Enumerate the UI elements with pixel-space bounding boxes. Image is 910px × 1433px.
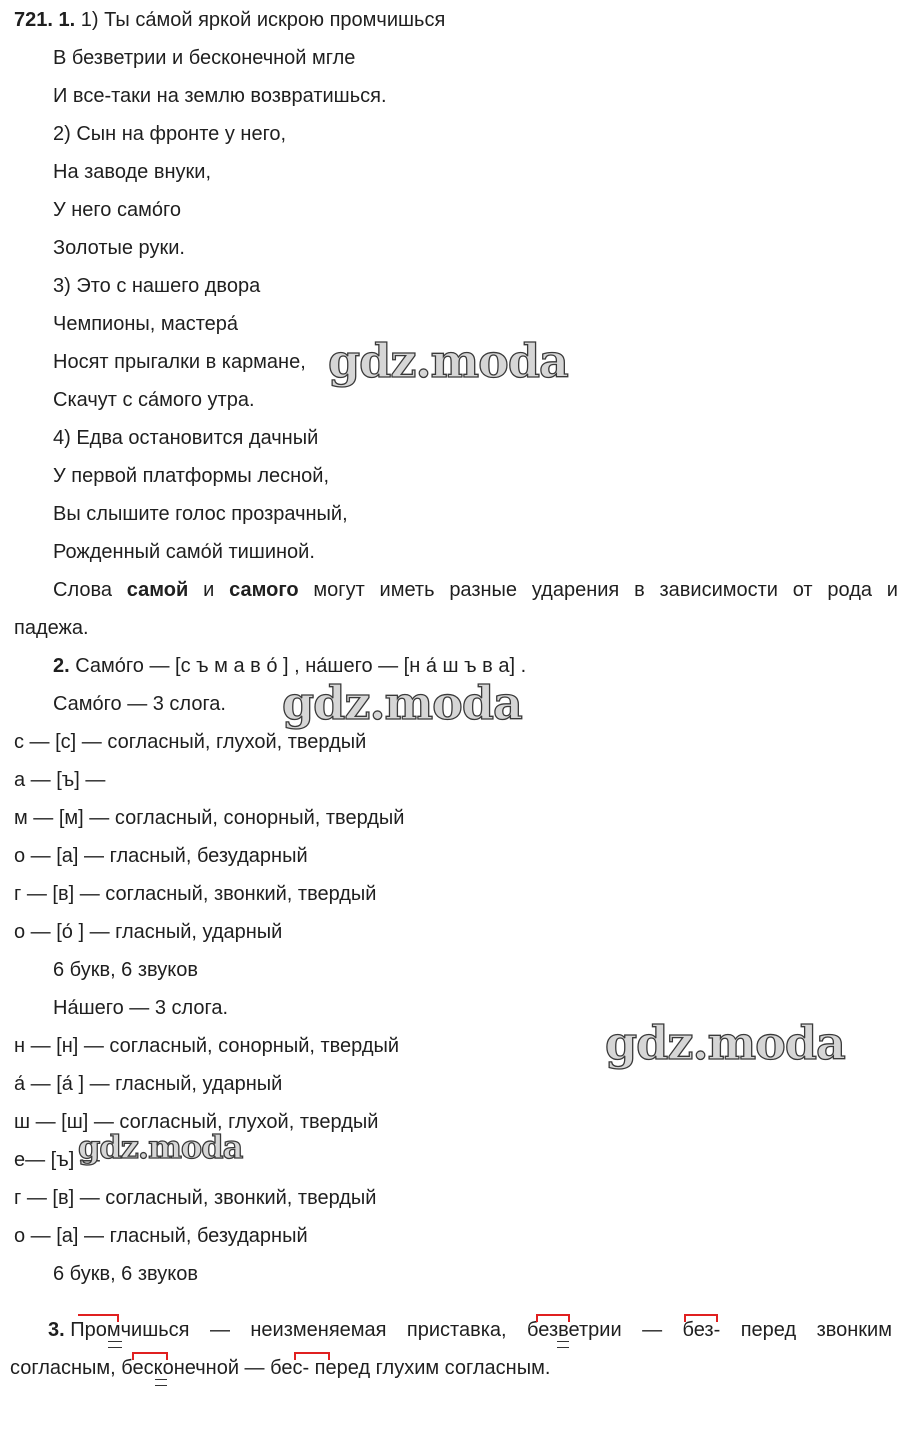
part3-word: —: [642, 1319, 663, 1341]
note-word: иметь: [379, 579, 435, 601]
sound-row: а — [ъ] —: [14, 769, 106, 791]
note-word: и: [203, 579, 215, 601]
sound-row: а́ — [а́ ] — гласный, ударный: [14, 1073, 283, 1095]
poem1-line2: В безветрии и бесконечной мгле: [53, 47, 356, 69]
part3-line1: [48, 1318, 892, 1342]
letter-underline: [557, 1341, 569, 1348]
watermark: gdz.moda: [282, 676, 522, 730]
part2-transcription: [53, 654, 526, 678]
part3-word: безветрии: [527, 1319, 622, 1341]
prefix-mark: [78, 1314, 118, 1316]
poem2-line3: У него само́го: [53, 199, 181, 221]
poem3-line3: Носят прыгалки в кармане,: [53, 351, 306, 373]
part3-word: звонким: [816, 1319, 892, 1341]
poem2-line1: 2) Сын на фронте у него,: [53, 123, 287, 145]
prefix-mark: [132, 1352, 168, 1360]
part3-line2: согласным, бесконечной — бес- перед глухим согласным.: [10, 1357, 551, 1379]
part1-label: 1.: [58, 9, 76, 31]
note-word: в: [634, 579, 645, 601]
poem4-line1: 4) Едва остановится дачный: [53, 427, 319, 449]
poem4-line2: У первой платформы лесной,: [53, 465, 330, 487]
sound-row: н — [н] — согласный, сонорный, твердый: [14, 1035, 400, 1057]
note-word-bold: самой: [126, 579, 189, 601]
watermark: gdz.moda: [78, 1128, 243, 1166]
word1-count: 6 букв, 6 звуков: [53, 959, 198, 981]
part3-word: перед: [740, 1319, 797, 1341]
part3-word: неизменяемая: [250, 1319, 387, 1341]
poem1-line3: И все-таки на землю возвратишься.: [53, 85, 387, 107]
sound-row: г — [в] — согласный, звонкий, твердый: [14, 883, 377, 905]
watermark: gdz.moda: [605, 1016, 845, 1070]
word2-syllables: На́шего — 3 слога.: [53, 997, 229, 1019]
sound-row: г — [в] — согласный, звонкий, твердый: [14, 1187, 377, 1209]
prefix-mark: [117, 1314, 119, 1322]
prefix-mark: [294, 1352, 330, 1360]
poem2-line4: Золотые руки.: [53, 237, 185, 259]
note-word: разные: [449, 579, 518, 601]
note-word: и: [886, 579, 898, 601]
part3-word: без-: [682, 1319, 721, 1341]
sound-row: о — [а] — гласный, безударный: [14, 1225, 308, 1247]
sound-row: о — [а] — гласный, безударный: [14, 845, 308, 867]
part3-word: —: [209, 1319, 230, 1341]
poem1-line1: 1) Ты са́мой яркой искрою промчишься: [80, 9, 446, 31]
poem3-line4: Скачут с са́мого утра.: [53, 389, 255, 411]
word1-syllables: Само́го — 3 слога.: [53, 693, 226, 715]
poem2-line2: На заводе внуки,: [53, 161, 211, 183]
note-line1: [53, 578, 898, 602]
poem3-line2: Чемпионы, мастера́: [53, 313, 239, 335]
watermark: gdz.moda: [328, 334, 568, 388]
sound-row: о — [о́ ] — гласный, ударный: [14, 921, 283, 943]
part2-label: 2.: [53, 655, 70, 677]
task-number: 721.: [14, 9, 53, 31]
part3-word: Промчишься: [70, 1319, 190, 1341]
note-word: Слова: [53, 579, 112, 601]
sound-row: е— [ъ] —: [14, 1149, 100, 1171]
note-word: могут: [313, 579, 365, 601]
sound-row: м — [м] — согласный, сонорный, твердый: [14, 807, 405, 829]
poem4-line4: Рожденный само́й тишиной.: [53, 541, 315, 563]
note-word: от: [792, 579, 813, 601]
poem4-line3: Вы слышите голос прозрачный,: [53, 503, 348, 525]
note-word: ударения: [531, 579, 620, 601]
part2-text: Само́го — [с ъ м а в о́ ] , на́шего — [н а́ ш ъ в а] .: [75, 655, 527, 677]
note-line2: падежа.: [14, 617, 89, 639]
sound-row: с — [с] — согласный, глухой, твердый: [14, 731, 367, 753]
letter-underline: [108, 1341, 122, 1348]
line-1: [14, 8, 445, 32]
note-word: рода: [827, 579, 872, 601]
word2-count: 6 букв, 6 звуков: [53, 1263, 198, 1285]
prefix-mark: [684, 1314, 718, 1322]
prefix-mark: [536, 1314, 570, 1322]
part3-word: приставка,: [406, 1319, 507, 1341]
note-word: зависимости: [659, 579, 778, 601]
part3-label: 3.: [48, 1319, 65, 1341]
note-word-bold: самого: [229, 579, 299, 601]
poem3-line1: 3) Это с нашего двора: [53, 275, 261, 297]
sound-row: ш — [ш] — согласный, глухой, твердый: [14, 1111, 379, 1133]
letter-underline: [155, 1379, 167, 1386]
